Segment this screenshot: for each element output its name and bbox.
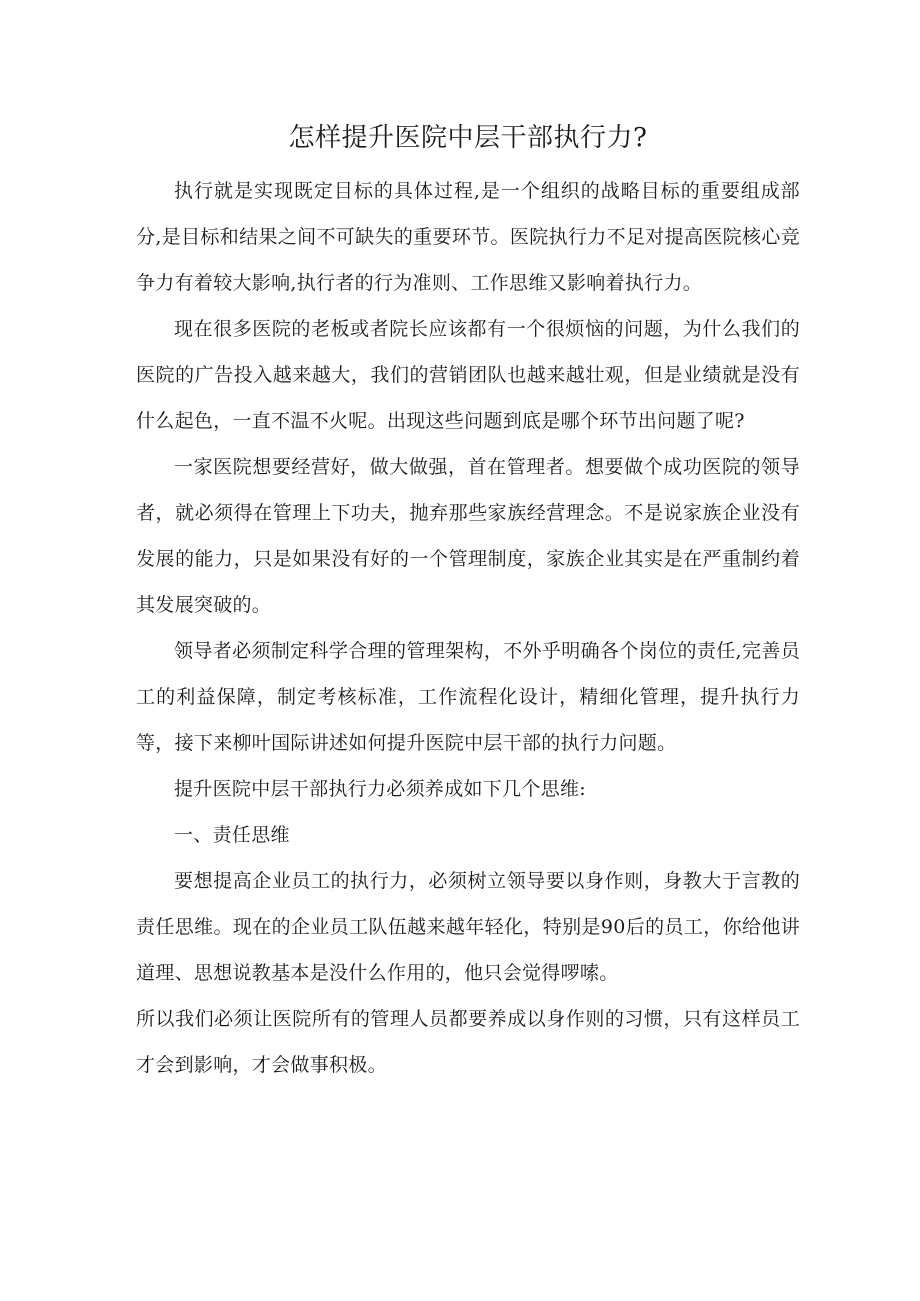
section-heading: 一、责任思维: [174, 824, 290, 846]
paragraph-intro: 执行就是实现既定目标的具体过程,是一个组织的战略目标的重要组成部分,是目标和结果之间不可缺失的重要环节。医院执行力不足对提高医院核心竞争力有着较大影响,执行者的行为准则、工作思维又影响着执行力。: [136, 180, 800, 294]
paragraph-closing: 所以我们必须让医院所有的管理人员都要养成以身作则的习惯，只有这样员工才会到影响，才会做事积极。: [136, 1008, 800, 1076]
paragraph-thinking-intro: 提升医院中层干部执行力必须养成如下几个思维:: [174, 778, 587, 800]
paragraph-responsibility: 要想提高企业员工的执行力，必须树立领导要以身作则，身教大于言教的责任思维。现在的企业员工队伍越来越年轻化，特别是90后的员工，你给他讲道理、思想说教基本是没什么作用的，他只会觉得啰嗦。: [136, 870, 800, 984]
paragraph-structure: 领导者必须制定科学合理的管理架构，不外乎明确各个岗位的责任,完善员工的利益保障，制定考核标准，工作流程化设计，精细化管理，提升执行力等，接下来柳叶国际讲述如何提升医院中层干部的执行力问题。: [136, 640, 800, 754]
paragraph-management: 一家医院想要经营好，做大做强，首在管理者。想要做个成功医院的领导者，就必须得在管理上下功夫，抛弃那些家族经营理念。不是说家族企业没有发展的能力，只是如果没有好的一个管理制度，家族企业其实是在严重制约着其发展突破的。: [136, 456, 800, 616]
document-title: 怎样提升医院中层干部执行力?: [288, 123, 648, 153]
paragraph-problem: 现在很多医院的老板或者院长应该都有一个很烦恼的问题，为什么我们的医院的广告投入越来越大，我们的营销团队也越来越壮观，但是业绩就是没有什么起色，一直不温不火呢。出现这些问题到底是哪个环节出问题了呢?: [136, 318, 800, 432]
document-page: [136, 118, 800, 1088]
